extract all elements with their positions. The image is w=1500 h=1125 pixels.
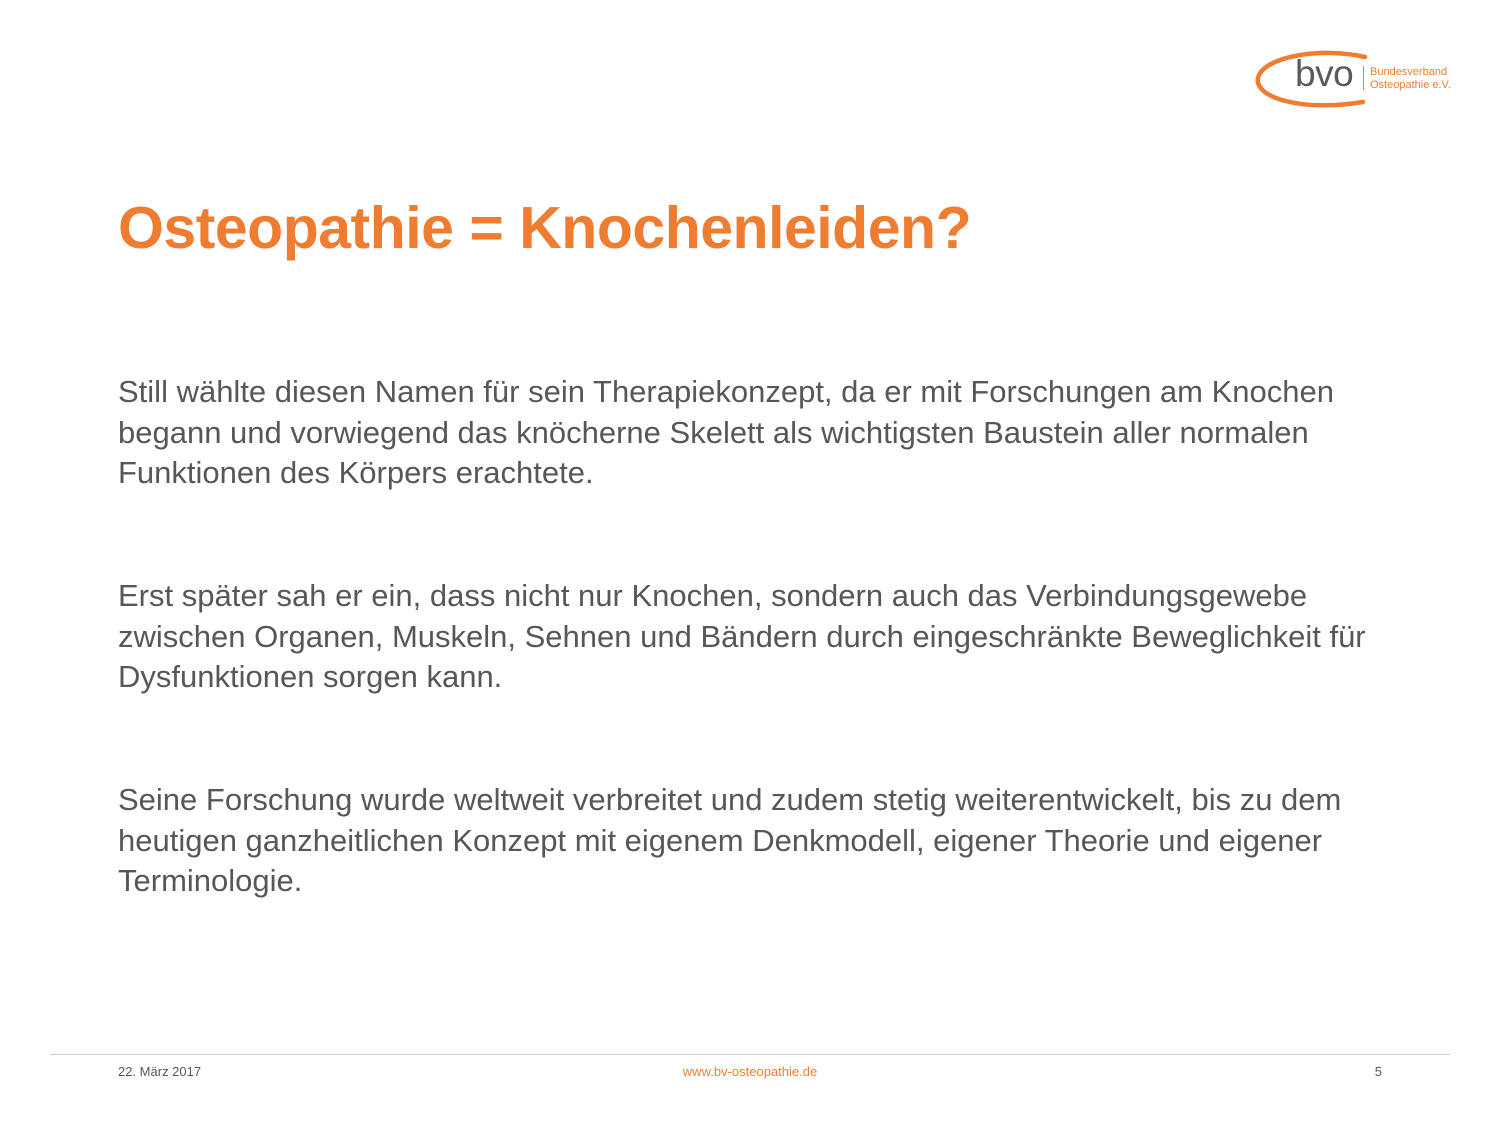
footer-divider — [50, 1054, 1450, 1055]
logo-mark: bvo — [1295, 53, 1354, 94]
paragraph-research-spread: Seine Forschung wurde weltweit verbreitet und zudem stetig weiterentwickelt, bis zu dem heutigen ganzheitlichen Konzept mit eigenem Denkmodell, eigener Theorie und eigener Terminologie. — [118, 782, 1342, 898]
logo-org-name-line1: Bundesverband — [1370, 66, 1448, 78]
footer-website-link[interactable]: www.bv-osteopathie.de — [682, 1064, 818, 1079]
bvo-logo — [1253, 50, 1458, 112]
footer-date: 22. März 2017 — [118, 1064, 202, 1079]
slide-title: Osteopathie = Knochenleiden? — [118, 195, 972, 261]
logo-org-name-line2: Osteopathie e.V. — [1370, 79, 1451, 91]
paragraph-connective-tissue: Erst später sah er ein, dass nicht nur Knochen, sondern auch das Verbindungsgewebe zwischen Organen, Muskeln, Sehnen und Bändern durch eingeschränkte Beweglichkeit für Dysfunktionen sorgen kann. — [118, 578, 1366, 694]
logo-divider — [1363, 66, 1364, 90]
page-number: 5 — [1374, 1064, 1382, 1079]
paragraph-name-origin: Still wählte diesen Namen für sein Therapiekonzept, da er mit Forschungen am Knochen begann und vorwiegend das knöcherne Skelett als wichtigsten Baustein aller normalen Funktionen des Körpers erachtete. — [118, 374, 1334, 490]
